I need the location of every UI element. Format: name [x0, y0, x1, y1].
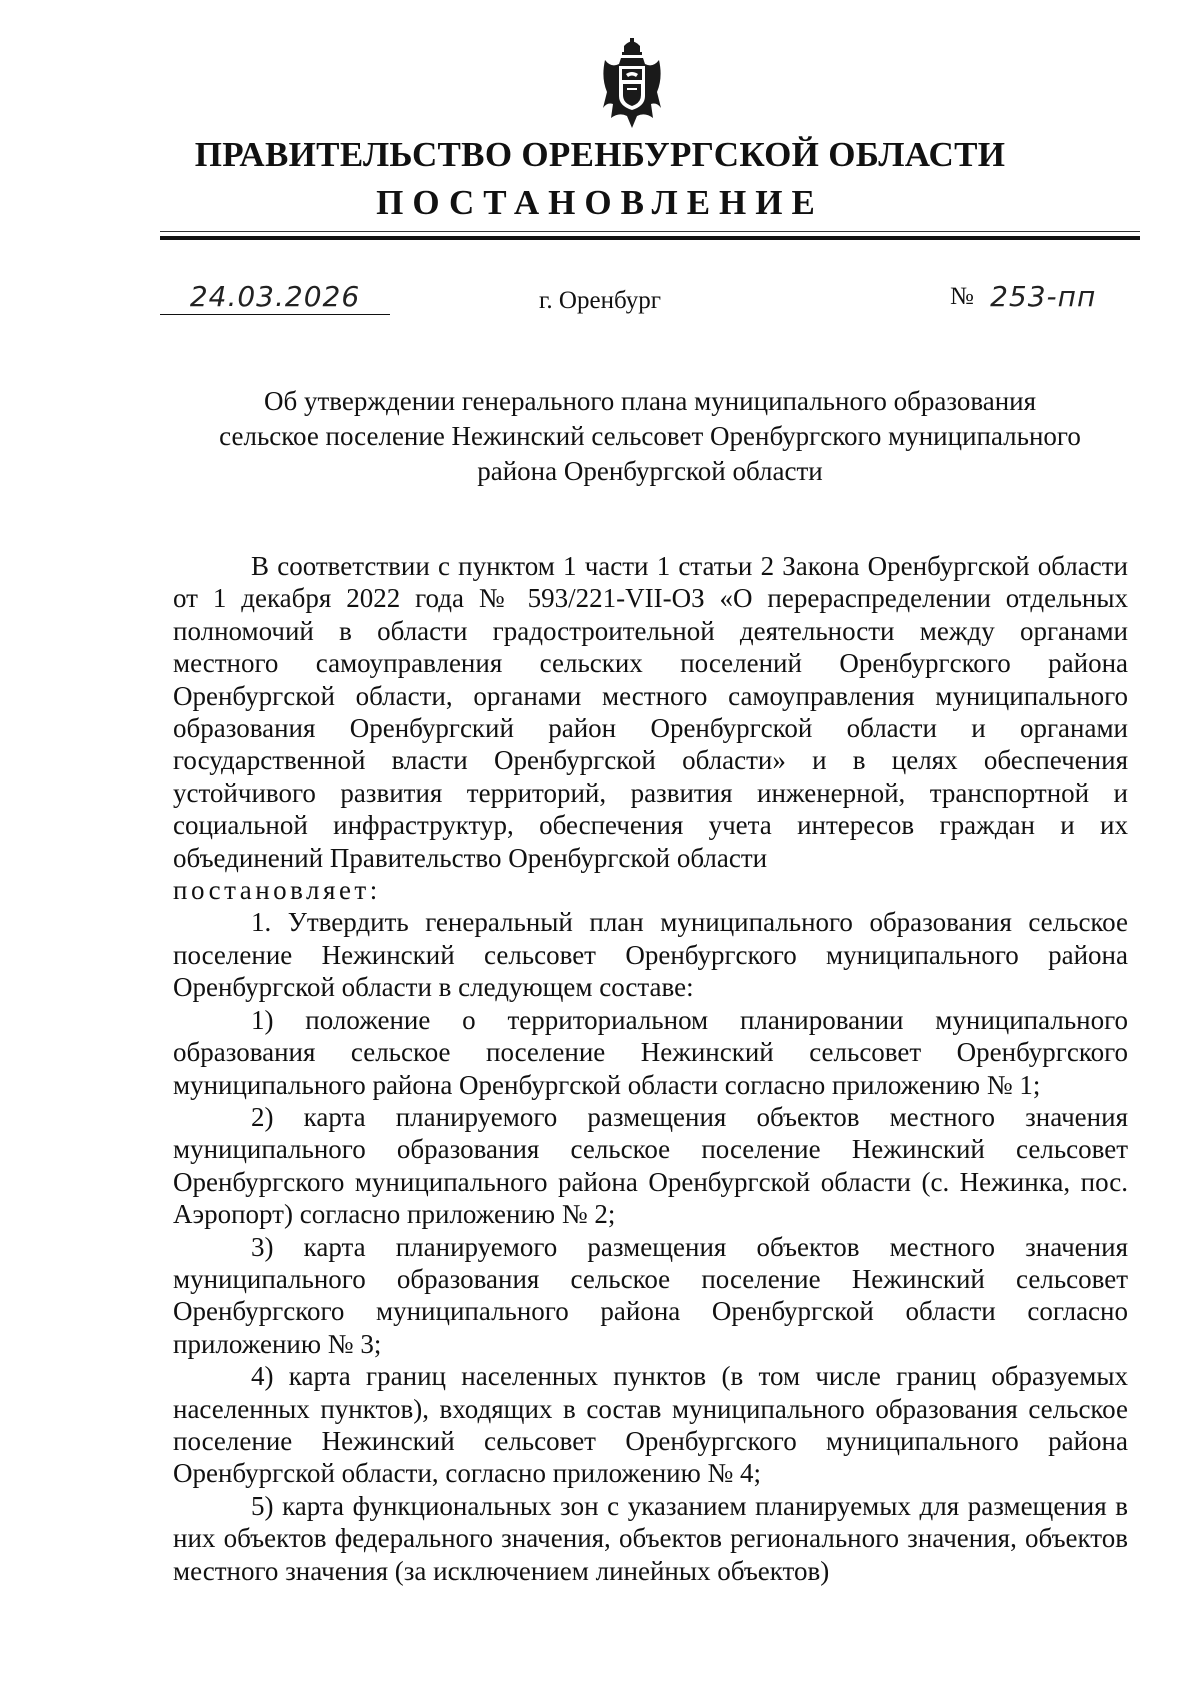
document-subject	[170, 384, 1130, 489]
document-body	[173, 550, 1128, 1587]
coat-of-arms-icon	[597, 38, 667, 134]
preamble-paragraph: В соответствии с пунктом 1 части 1 статьи 2 Закона Оренбургской области от 1 декабря 2022 года № 593/221-VII-ОЗ «О перераспределении отдельных полномочий в области градостроительной деятельности между органами местного самоуправления сельских поселений Оренбургского района Оренбургской области, органами местного самоуправления муниципального образования Оренбургский район Оренбургской области и органами государственной власти Оренбургской области» и в целях обеспечения устойчивого развития территорий, развития инженерной, транспортной и социальной инфраструктур, обеспечения учета интересов граждан и их объединений Правительство Оренбургской области	[173, 551, 1128, 873]
header-divider	[160, 236, 1140, 240]
subject-line: Об утверждении генерального плана муниципального образования	[263, 386, 1037, 416]
handwritten-date: 24.03.2026	[189, 280, 361, 313]
resolves-word: постановляет:	[173, 875, 381, 906]
subject-line: сельское поселение Нежинский сельсовет Оренбургского муниципального	[219, 421, 1081, 451]
subitem-paragraph: 2) карта планируемого размещения объектов местного значения муниципального образования сельское поселение Нежинский сельсовет Оренбургского муниципального района Оренбургской области (с. Нежинка, пос. Аэропорт) согласно приложению № 2;	[173, 1101, 1128, 1230]
subitem-paragraph: 1) положение о территориальном планировании муниципального образования сельское поселение Нежинский сельсовет Оренбургского муниципального района Оренбургской области согласно приложению № 1;	[173, 1004, 1128, 1100]
subitem-paragraph: 5) карта функциональных зон с указанием планируемых для размещения в них объектов федерального значения, объектов регионального значения, объектов местного значения (за исключением линейных объектов)	[173, 1490, 1128, 1586]
document-number	[950, 280, 1096, 313]
document-city: г. Оренбург	[539, 287, 661, 314]
document-type-title: ПОСТАНОВЛЕНИЕ	[376, 183, 824, 222]
item-paragraph: 1. Утвердить генеральный план муниципального образования сельское поселение Нежинский сельсовет Оренбургского муниципального района Оренбургской области в следующем составе:	[173, 907, 1128, 1003]
subitem-paragraph: 4) карта границ населенных пунктов (в том числе границ образуемых населенных пунктов), входящих в состав муниципального образования сельское поселение Нежинский сельсовет Оренбургского муниципального района Оренбургской области, согласно приложению № 4;	[173, 1361, 1128, 1489]
organization-title: ПРАВИТЕЛЬСТВО ОРЕНБУРГСКОЙ ОБЛАСТИ	[194, 135, 1006, 174]
handwritten-number: 253-пп	[990, 280, 1097, 313]
subject-line: района Оренбургской области	[477, 456, 823, 486]
header-divider-thin	[160, 231, 1140, 232]
number-sign: №	[950, 283, 974, 310]
subitem-paragraph: 3) карта планируемого размещения объектов местного значения муниципального образования сельское поселение Нежинский сельсовет Оренбургского муниципального района Оренбургской области согласно приложению № 3;	[173, 1231, 1128, 1359]
